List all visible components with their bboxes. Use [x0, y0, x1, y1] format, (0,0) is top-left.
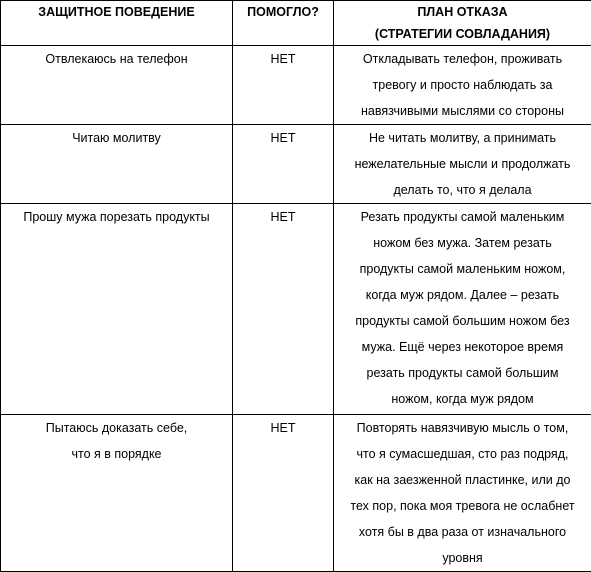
header-protective-behavior [1, 1, 233, 46]
plan-cell [334, 415, 591, 572]
table-row [1, 415, 591, 572]
helped-text: НЕТ [237, 125, 329, 151]
behavior-cell [1, 415, 233, 572]
helped-cell [233, 415, 334, 572]
helped-cell [233, 204, 334, 415]
helped-text: НЕТ [237, 46, 329, 72]
behavior-text: Читаю молитву [5, 125, 228, 151]
plan-text: Резать продукты самой маленьким ножом без мужа. Затем резать продукты самой маленьким ножом, когда муж рядом. Далее – резать продукты самой большим ножом без мужа. Ещё через некоторое время резать продукты самой большим ножом, когда муж рядом [338, 204, 587, 412]
plan-cell [334, 204, 591, 415]
header-label: ПОМОГЛО? [237, 1, 329, 23]
header-helped [233, 1, 334, 46]
table-row [1, 125, 591, 204]
behavior-cell [1, 125, 233, 204]
header-label: ЗАЩИТНОЕ ПОВЕДЕНИЕ [5, 1, 228, 23]
header-label: ПЛАН ОТКАЗА (СТРАТЕГИИ СОВЛАДАНИЯ) [338, 1, 587, 45]
behavior-cell [1, 204, 233, 415]
behavior-text: Пытаюсь доказать себе, что я в порядке [5, 415, 228, 467]
helped-text: НЕТ [237, 204, 329, 230]
plan-text: Не читать молитву, а принимать нежелательные мысли и продолжать делать то, что я делала [338, 125, 587, 203]
table-row [1, 46, 591, 125]
plan-cell [334, 125, 591, 204]
plan-text: Повторять навязчивую мысль о том, что я сумасшедшая, сто раз подряд, как на заезженной пластинке, или до тех пор, пока моя тревога не ослабнет хотя бы в два раза от изначального уровня [338, 415, 587, 571]
helped-cell [233, 125, 334, 204]
plan-cell [334, 46, 591, 125]
behavior-text: Отвлекаюсь на телефон [5, 46, 228, 72]
plan-text: Откладывать телефон, проживать тревогу и просто наблюдать за навязчивыми мыслями со стороны [338, 46, 587, 124]
helped-text: НЕТ [237, 415, 329, 441]
table-header-row [1, 1, 591, 46]
header-refusal-plan [334, 1, 591, 46]
behavior-text: Прошу мужа порезать продукты [5, 204, 228, 230]
behavior-cell [1, 46, 233, 125]
helped-cell [233, 46, 334, 125]
table-row [1, 204, 591, 415]
